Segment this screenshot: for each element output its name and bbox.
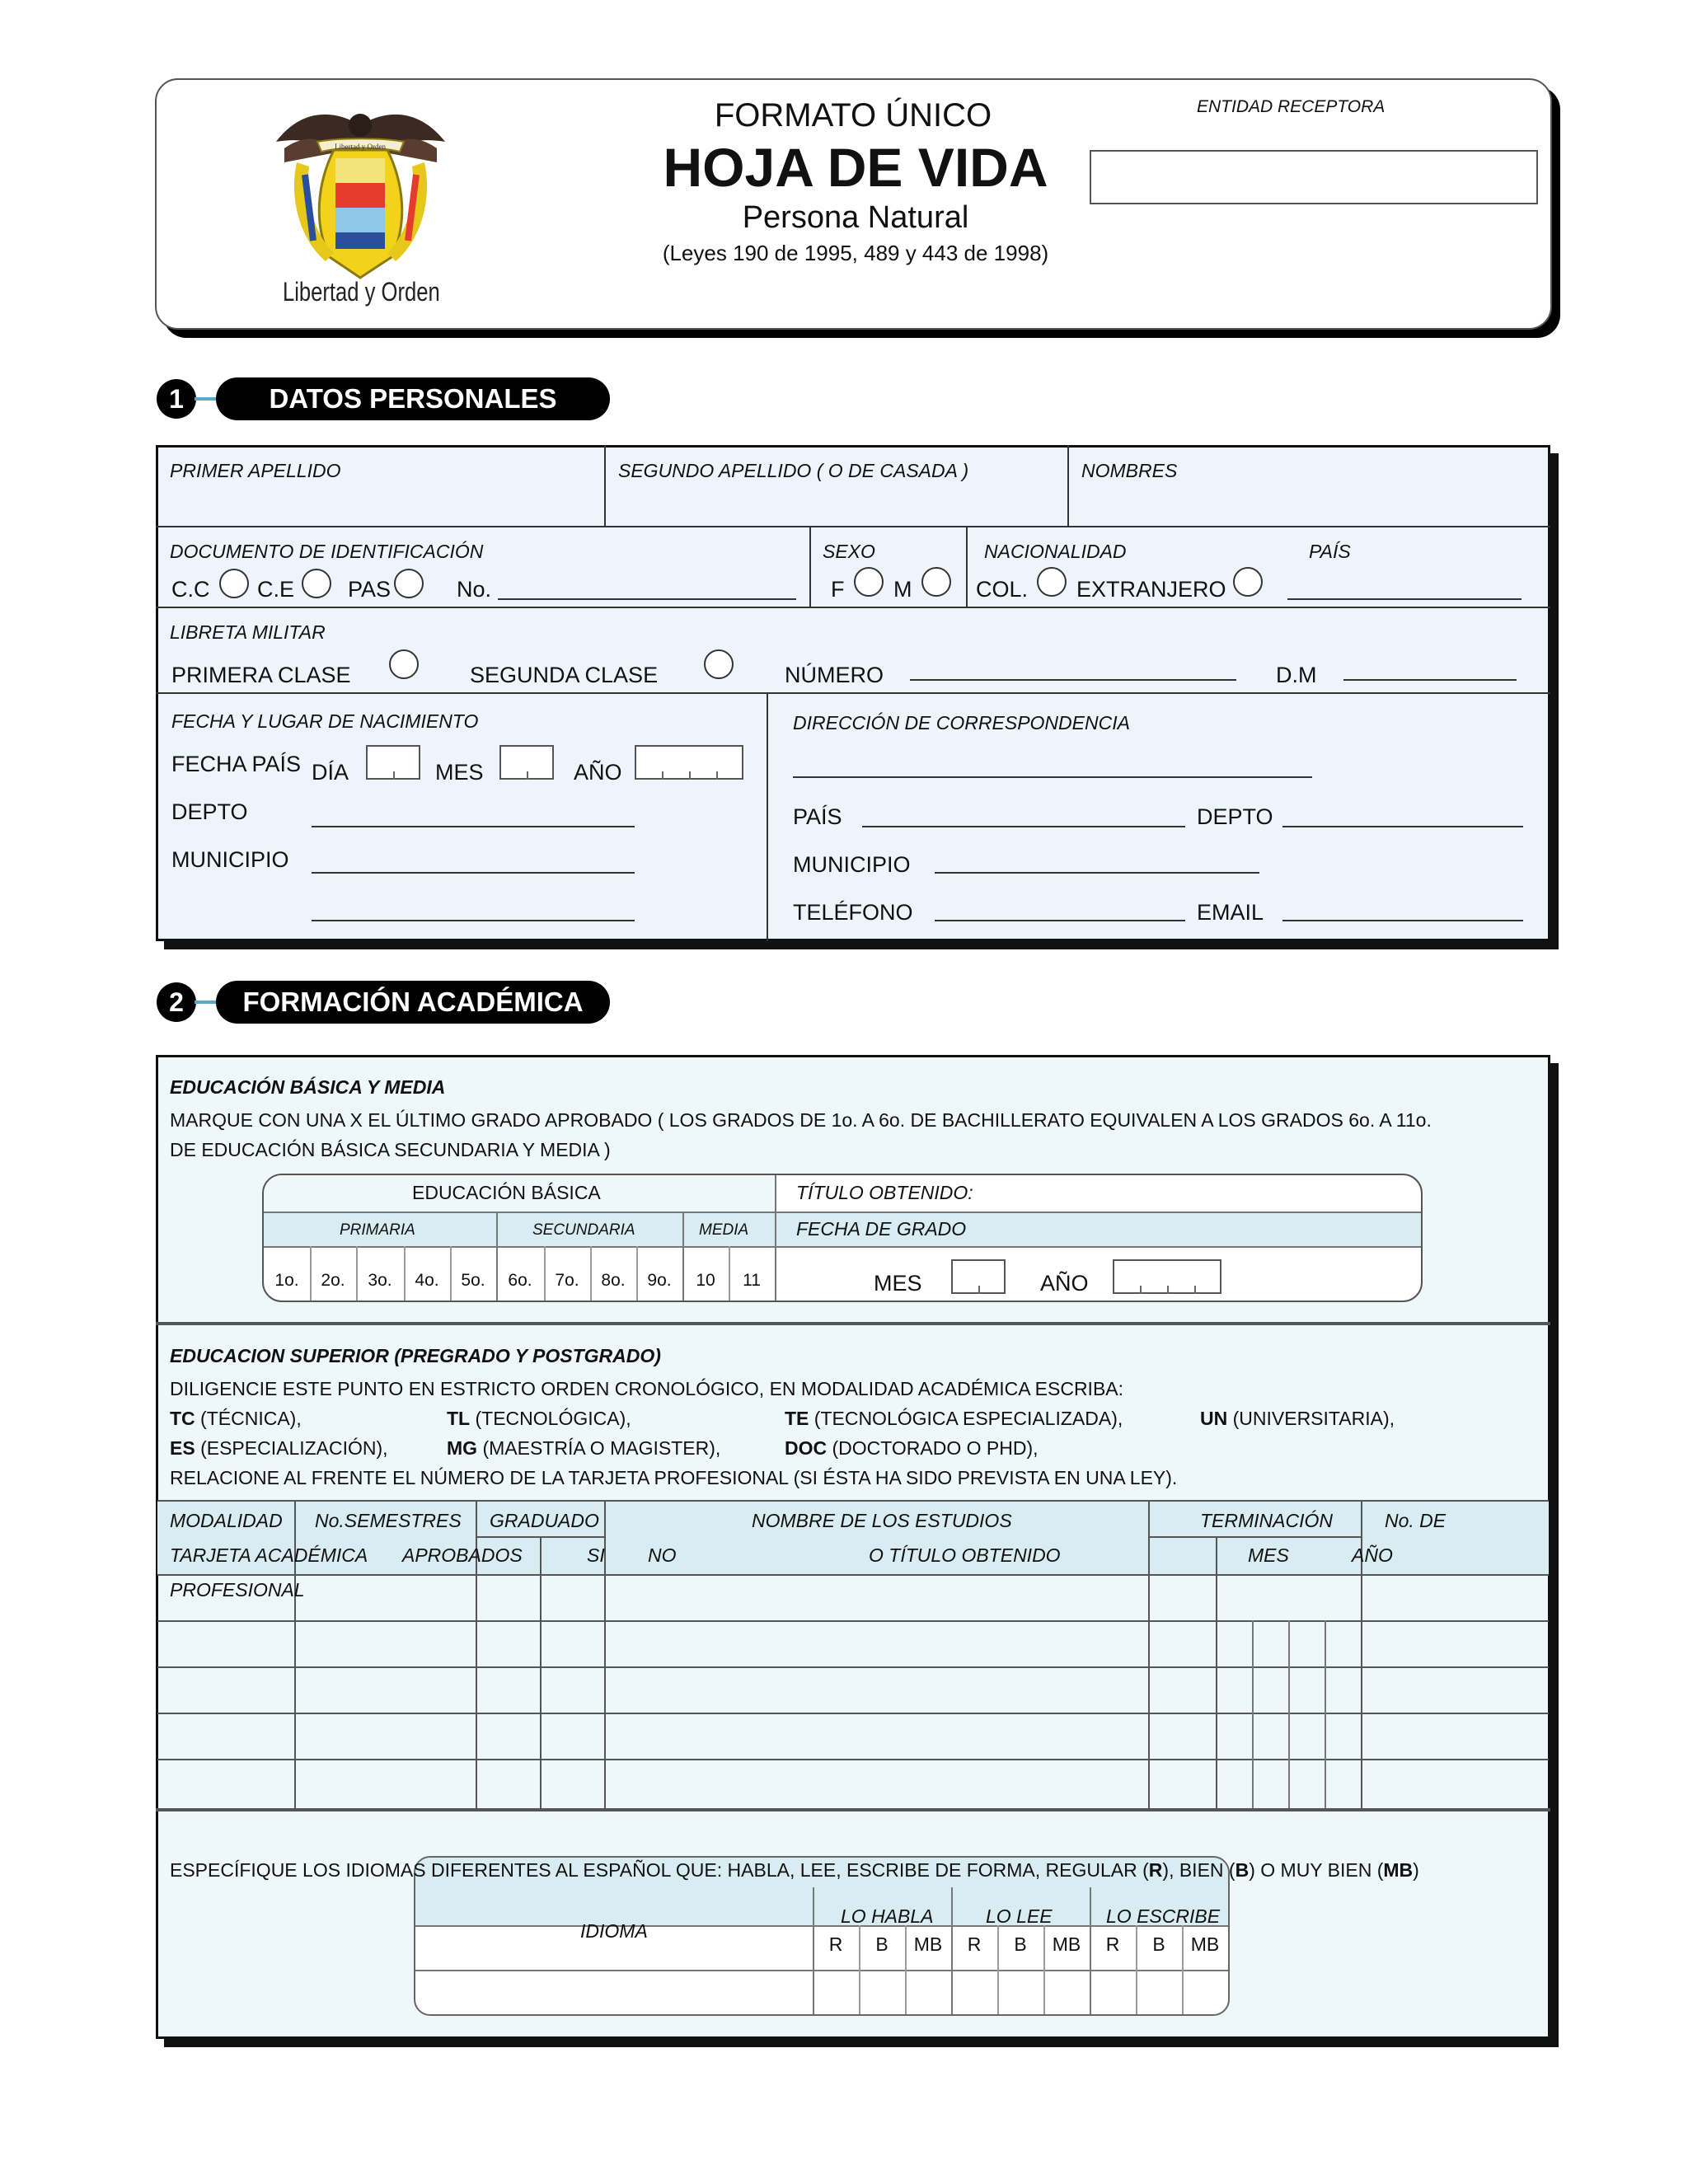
mailing-address-label: DIRECCIÓN DE CORRESPONDENCIA (793, 712, 1130, 733)
section-2-number: 2 (157, 982, 196, 1022)
basic-education-header: EDUCACIÓN BÁSICA (412, 1182, 601, 1203)
form-title: HOJA DE VIDA (663, 137, 1048, 198)
doc-cc-radio[interactable] (219, 569, 249, 598)
col-yes: SI (587, 1544, 605, 1566)
first-surname-label: PRIMER APELLIDO (170, 460, 341, 481)
modality-doc: DOC (DOCTORADO O PHD), (785, 1437, 1039, 1459)
language-entry-row[interactable] (415, 1970, 1228, 2014)
col-language: IDIOMA (580, 1920, 648, 1942)
email-field[interactable] (1282, 920, 1523, 921)
nationality-foreign-label: EXTRANJERO (1076, 577, 1226, 602)
higher-education-row-1[interactable] (159, 1576, 1549, 1620)
doc-number-field[interactable] (498, 598, 796, 600)
reads-r[interactable]: R (967, 1933, 982, 1955)
grade-2[interactable]: 2o. (321, 1271, 345, 1290)
address-municipality-field[interactable] (935, 872, 1259, 874)
military-number-field[interactable] (910, 679, 1236, 681)
svg-text:Libertad y Orden: Libertad y Orden (335, 143, 386, 151)
doc-pas-radio[interactable] (394, 569, 424, 598)
nationality-col-radio[interactable] (1037, 567, 1067, 597)
doc-pas-label: PAS (348, 577, 392, 602)
first-class-radio[interactable] (389, 649, 419, 679)
col-no: NO (648, 1544, 677, 1566)
form-type: FORMATO ÚNICO (714, 97, 992, 134)
motto-text: Libertad y Orden (283, 277, 440, 307)
basic-education-instruction-2: DE EDUCACIÓN BÁSICA SECUNDARIA Y MEDIA ) (170, 1139, 611, 1160)
address-country-label: PAÍS (793, 804, 842, 829)
birth-month-label: MES (435, 760, 484, 785)
col-graduated: GRADUADO (490, 1510, 599, 1531)
basic-education-instruction-1: MARQUE CON UNA X EL ÚLTIMO GRADO APROBADO ( LOS GRADOS DE 1o. A 6o. DE BACHILLERATO EQUIVALEN A LOS GRADOS 6o. A 11o. (170, 1109, 1432, 1131)
col-speaks: LO HABLA (841, 1905, 934, 1927)
grade-3[interactable]: 3o. (368, 1271, 392, 1290)
higher-education-instruction: DILIGENCIE ESTE PUNTO EN ESTRICTO ORDEN CRONOLÓGICO, EN MODALIDAD ACADÉMICA ESCRIBA: (170, 1378, 1124, 1399)
second-surname-field[interactable] (607, 486, 1065, 524)
col-month: MES (1248, 1544, 1289, 1566)
col-reads: LO LEE (986, 1905, 1053, 1927)
form-laws: (Leyes 190 de 1995, 489 y 443 de 1998) (662, 241, 1049, 265)
section-2-title: FORMACIÓN ACADÉMICA (216, 981, 610, 1024)
birth-date-country-label: FECHA PAÍS (171, 752, 302, 776)
phone-label: TELÉFONO (793, 900, 913, 925)
higher-education-row-5[interactable] (159, 1760, 1549, 1807)
col-writes: LO ESCRIBE (1106, 1905, 1221, 1927)
birth-municipality-field[interactable] (312, 872, 635, 874)
speaks-mb[interactable]: MB (913, 1933, 943, 1955)
col-degree-obtained: O TÍTULO OBTENIDO (869, 1544, 1061, 1566)
names-label: NOMBRES (1081, 460, 1178, 481)
doc-cc-label: C.C (171, 577, 210, 602)
military-card-label: LIBRETA MILITAR (170, 621, 326, 643)
second-class-radio[interactable] (704, 649, 734, 679)
col-study-name: NOMBRE DE LOS ESTUDIOS (752, 1510, 1012, 1531)
sex-m-label: M (893, 577, 912, 602)
military-district-field[interactable] (1343, 679, 1517, 681)
col-academic-card: TARJETA ACADÉMICA (170, 1544, 368, 1566)
speaks-b[interactable]: B (875, 1933, 889, 1955)
email-label: EMAIL (1197, 900, 1264, 925)
nationality-label: NACIONALIDAD (984, 541, 1127, 562)
second-surname-label: SEGUNDO APELLIDO ( O DE CASADA ) (618, 460, 969, 481)
graduation-month-label: MES (874, 1271, 922, 1296)
reads-b[interactable]: B (1014, 1933, 1027, 1955)
col-modality: MODALIDAD (170, 1510, 283, 1531)
writes-b[interactable]: B (1152, 1933, 1165, 1955)
grade-4[interactable]: 4o. (415, 1271, 439, 1290)
grade-9[interactable]: 9o. (647, 1271, 672, 1290)
media-header: MEDIA (699, 1221, 749, 1239)
address-dept-field[interactable] (1282, 826, 1523, 827)
address-dept-label: DEPTO (1197, 804, 1273, 829)
receiving-entity-field[interactable] (1090, 150, 1538, 204)
secondary-header: SECUNDARIA (532, 1221, 635, 1239)
doc-number-label: No. (457, 577, 492, 602)
degree-obtained-label: TÍTULO OBTENIDO: (796, 1182, 973, 1203)
col-semesters: No.SEMESTRES (315, 1510, 462, 1531)
grade-10[interactable]: 10 (696, 1271, 715, 1290)
names-field[interactable] (1070, 486, 1548, 524)
higher-education-row-3[interactable] (159, 1668, 1549, 1713)
higher-education-row-2[interactable] (159, 1622, 1549, 1666)
col-approved: APROBADOS (402, 1544, 523, 1566)
nationality-foreign-radio[interactable] (1233, 567, 1263, 597)
modality-mg: MG (MAESTRÍA O MAGISTER), (447, 1437, 721, 1459)
doc-ce-radio[interactable] (302, 569, 331, 598)
section-1-number: 1 (157, 379, 196, 419)
mailing-address-field[interactable] (793, 776, 1312, 778)
birth-dept-label: DEPTO (171, 799, 248, 824)
col-card-number: No. DE (1385, 1510, 1447, 1531)
col-completion: TERMINACIÓN (1200, 1510, 1333, 1531)
id-document-label: DOCUMENTO DE IDENTIFICACIÓN (170, 541, 484, 562)
modality-es: ES (ESPECIALIZACIÓN), (170, 1437, 388, 1459)
nationality-col-label: COL. (976, 577, 1029, 602)
receiving-entity-label: ENTIDAD RECEPTORA (1197, 97, 1386, 116)
section-1-title: DATOS PERSONALES (216, 377, 610, 420)
writes-r[interactable]: R (1105, 1933, 1120, 1955)
higher-education-row-4[interactable] (159, 1714, 1549, 1759)
first-surname-field[interactable] (158, 486, 602, 524)
grade-6[interactable]: 6o. (508, 1271, 532, 1290)
reads-mb[interactable]: MB (1052, 1933, 1081, 1955)
basic-education-title: EDUCACIÓN BÁSICA Y MEDIA (170, 1076, 446, 1098)
writes-mb[interactable]: MB (1190, 1933, 1220, 1955)
grade-7[interactable]: 7o. (555, 1271, 579, 1290)
modality-tl: TL (TECNOLÓGICA), (447, 1408, 631, 1429)
grade-8[interactable]: 8o. (601, 1271, 626, 1290)
sex-label: SEXO (823, 541, 875, 562)
country-label: PAÍS (1309, 541, 1351, 562)
birth-extra-field[interactable] (312, 920, 635, 921)
first-class-label: PRIMERA CLASE (171, 663, 351, 687)
birth-dept-field[interactable] (312, 826, 635, 827)
military-district-label: D.M (1276, 663, 1317, 687)
modality-un: UN (UNIVERSITARIA), (1200, 1408, 1395, 1429)
col-professional: PROFESIONAL (170, 1579, 305, 1601)
doc-ce-label: C.E (257, 577, 295, 602)
address-country-field[interactable] (862, 826, 1185, 827)
address-municipality-label: MUNICIPIO (793, 852, 911, 877)
grade-1[interactable]: 1o. (274, 1271, 299, 1290)
sex-f-radio[interactable] (854, 567, 884, 597)
birth-year-label: AÑO (574, 760, 622, 785)
birth-date-place-label: FECHA Y LUGAR DE NACIMIENTO (171, 710, 479, 732)
grade-5[interactable]: 5o. (461, 1271, 485, 1290)
speaks-r[interactable]: R (828, 1933, 843, 1955)
grade-11[interactable]: 11 (743, 1271, 761, 1290)
professional-card-instruction: RELACIONE AL FRENTE EL NÚMERO DE LA TARJETA PROFESIONAL (SI ÉSTA HA SIDO PREVISTA EN UNA LEY). (170, 1467, 1178, 1488)
birth-day-label: DÍA (312, 760, 349, 785)
primary-header: PRIMARIA (340, 1221, 415, 1239)
form-subtitle: Persona Natural (742, 200, 969, 235)
birth-municipality-label: MUNICIPIO (171, 847, 289, 872)
country-field[interactable] (1287, 598, 1522, 600)
graduation-year-label: AÑO (1040, 1271, 1089, 1296)
second-class-label: SEGUNDA CLASE (470, 663, 659, 687)
higher-education-title: EDUCACION SUPERIOR (PREGRADO Y POSTGRADO) (170, 1345, 661, 1366)
graduation-date-label: FECHA DE GRADO (796, 1218, 967, 1240)
phone-field[interactable] (935, 920, 1185, 921)
col-year: AÑO (1352, 1544, 1393, 1566)
military-number-label: NÚMERO (785, 663, 884, 687)
modality-te: TE (TECNOLÓGICA ESPECIALIZADA), (785, 1408, 1123, 1429)
languages-instruction: ESPECÍFIQUE LOS IDIOMAS DIFERENTES AL ESPAÑOL QUE: HABLA, LEE, ESCRIBE DE FORMA, REGULAR (R), BIEN (B) O MUY BIEN (MB) (170, 1859, 1419, 1881)
modality-tc: TC (TÉCNICA), (170, 1408, 302, 1429)
sex-m-radio[interactable] (921, 567, 951, 597)
sex-f-label: F (831, 577, 845, 602)
